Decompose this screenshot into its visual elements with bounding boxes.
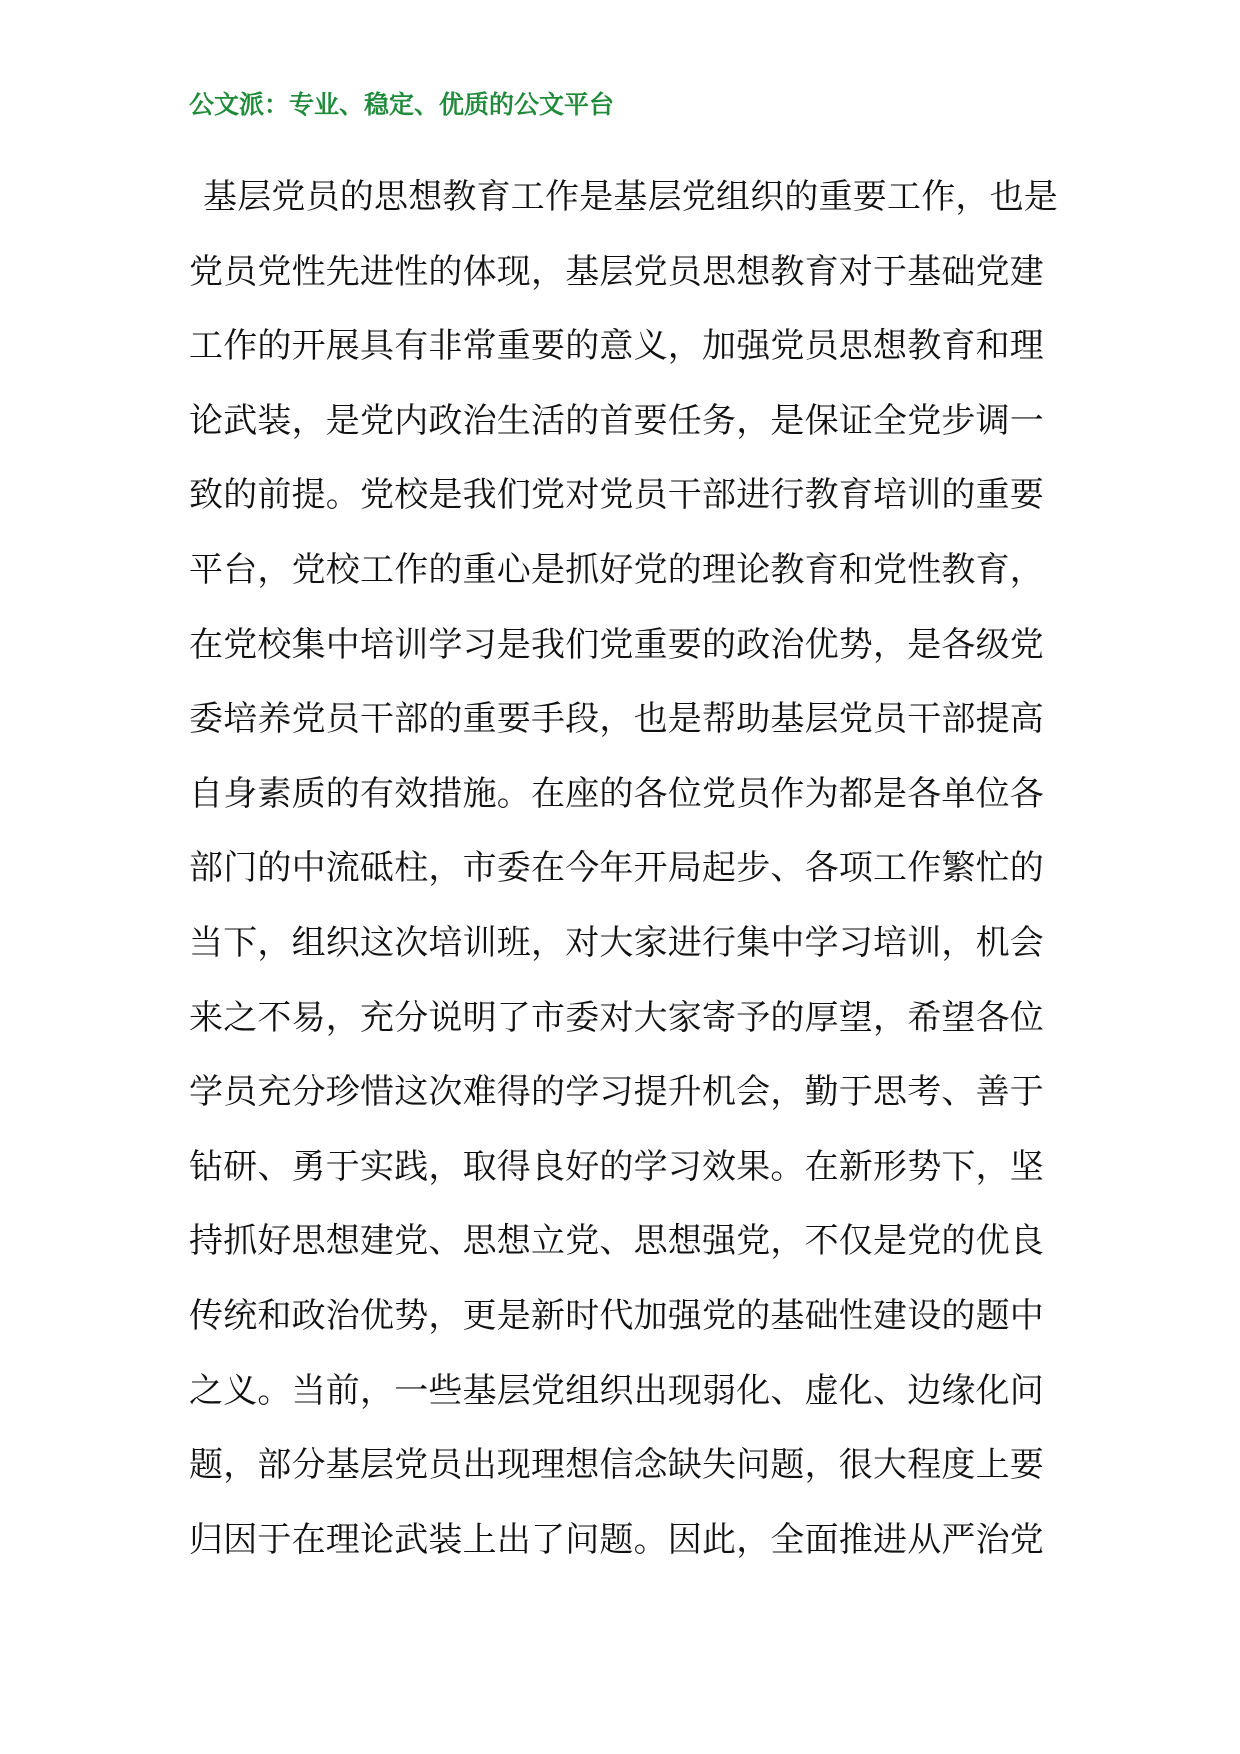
body-line: 委培养党员干部的重要手段，也是帮助基层党员干部提高 bbox=[189, 699, 1044, 740]
body-line: 论武装，是党内政治生活的首要任务，是保证全党步调一 bbox=[189, 400, 1044, 441]
document-header: 公文派：专业、稳定、优质的公文平台 bbox=[189, 90, 615, 119]
body-line: 工作的开展具有非常重要的意义，加强党员思想教育和理 bbox=[189, 326, 1044, 367]
body-line: 题，部分基层党员出现理想信念缺失问题，很大程度上要 bbox=[189, 1445, 1044, 1486]
body-line: 当下，组织这次培训班，对大家进行集中学习培训，机会 bbox=[189, 922, 1044, 963]
body-line: 党员党性先进性的体现，基层党员思想教育对于基础党建 bbox=[189, 251, 1044, 292]
body-line: 学员充分珍惜这次难得的学习提升机会，勤于思考、善于 bbox=[189, 1072, 1044, 1113]
body-line: 平台，党校工作的重心是抓好党的理论教育和党性教育， bbox=[189, 549, 1044, 590]
body-line: 来之不易，充分说明了市委对大家寄予的厚望，希望各位 bbox=[189, 997, 1044, 1038]
body-line: 传统和政治优势，更是新时代加强党的基础性建设的题中 bbox=[189, 1295, 1044, 1336]
body-line: 基层党员的思想教育工作是基层党组织的重要工作，也是 bbox=[203, 177, 1058, 217]
document-body bbox=[189, 170, 1069, 1587]
body-line: 钻研、勇于实践，取得良好的学习效果。在新形势下，坚 bbox=[189, 1146, 1044, 1187]
body-line: 在党校集中培训学习是我们党重要的政治优势，是各级党 bbox=[189, 624, 1044, 665]
body-line: 致的前提。党校是我们党对党员干部进行教育培训的重要 bbox=[189, 475, 1044, 516]
body-line: 部门的中流砥柱，市委在今年开局起步、各项工作繁忙的 bbox=[189, 848, 1044, 889]
body-line: 持抓好思想建党、思想立党、思想强党，不仅是党的优良 bbox=[189, 1221, 1044, 1262]
body-line: 归因于在理论武装上出了问题。因此，全面推进从严治党 bbox=[189, 1519, 1044, 1560]
body-line: 之义。当前，一些基层党组织出现弱化、虚化、边缘化问 bbox=[189, 1370, 1044, 1411]
body-line: 自身素质的有效措施。在座的各位党员作为都是各单位各 bbox=[189, 773, 1044, 814]
